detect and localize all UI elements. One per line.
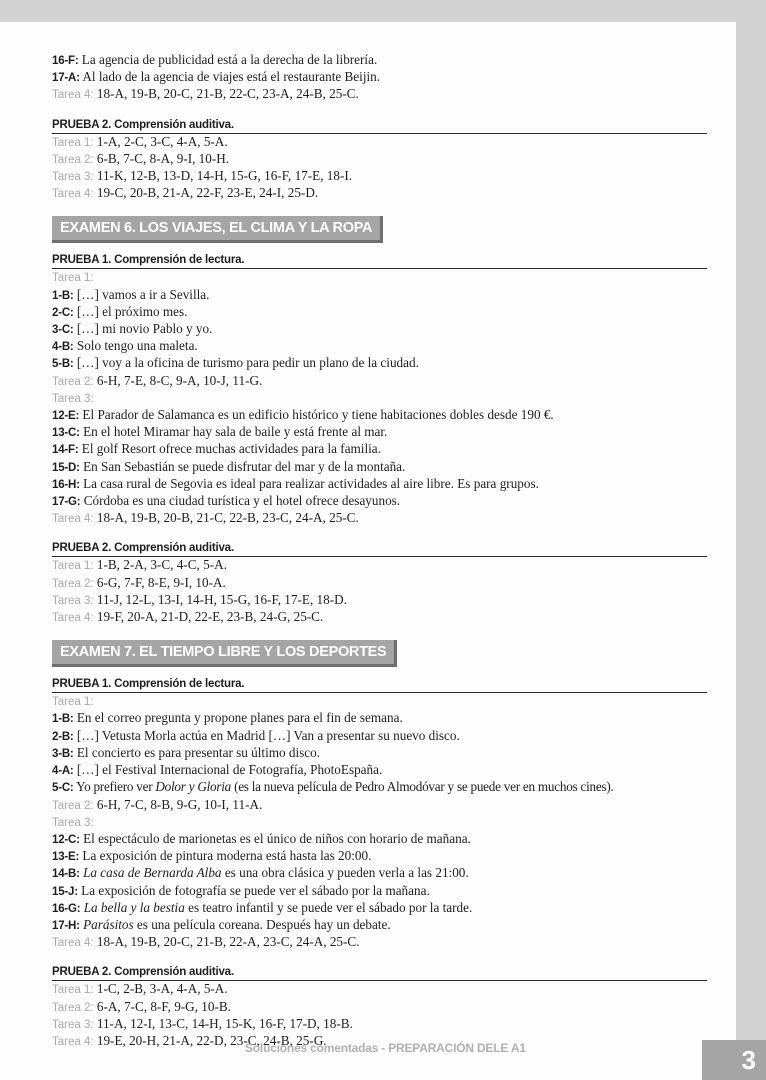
answer-line: 13-E: La exposición de pintura moderna está hasta las 20:00. (52, 848, 372, 864)
section-heading: PRUEBA 2. Comprensión auditiva. (52, 541, 707, 557)
task-line: Tarea 2: 6-B, 7-C, 8-A, 9-I, 10-H. (52, 150, 230, 166)
answer-line: 2-B: […] Vetusta Morla actúa en Madrid […] Van a presentar su nuevo disco. (52, 727, 460, 743)
answer-line: 4-B: Solo tengo una maleta. (52, 338, 198, 354)
task-label: Tarea 1: (52, 272, 94, 285)
task-line: Tarea 4: 18-A, 19-B, 20-C, 21-B, 22-A, 23-C, 24-A, 25-C. (52, 934, 360, 950)
section-heading: PRUEBA 2. Comprensión auditiva. (52, 965, 707, 981)
answer-line: 14-B: La casa de Bernarda Alba es una obra clásica y pueden verla a las 21:00. (52, 865, 469, 881)
answer-line: 13-C: En el hotel Miramar hay sala de baile y está frente al mar. (52, 424, 388, 440)
task-line: Tarea 3: 11-K, 12-B, 13-D, 14-H, 15-G, 16-F, 17-E, 18-I. (52, 168, 353, 184)
exam-7-banner: EXAMEN 7. EL TIEMPO LIBRE Y LOS DEPORTES (52, 640, 397, 667)
page-footer: Soluciones comentadas - PREPARACIÓN DELE A1 (245, 1041, 526, 1055)
answer-line: 3-B: El concierto es para presentar su último disco. (52, 744, 321, 760)
answer-line: 16-G: La bella y la bestia es teatro infantil y se puede ver el sábado por la tarde. (52, 899, 473, 915)
task-line: Tarea 1: 1-C, 2-B, 3-A, 4-A, 5-A. (52, 981, 228, 997)
page-number: 3 (702, 1040, 766, 1080)
task-line: Tarea 3: 11-A, 12-I, 13-C, 14-H, 15-K, 16-F, 17-D, 18-B. (52, 1015, 353, 1031)
answer-line: 14-F: El golf Resort ofrece muchas actividades para la familia. (52, 441, 381, 457)
task-line: Tarea 2: 6-A, 7-C, 8-F, 9-G, 10-B. (52, 998, 231, 1014)
task-line: Tarea 4: 18-A, 19-B, 20-B, 21-C, 22-B, 23-C, 24-A, 25-C. (52, 510, 359, 526)
right-margin-band (736, 0, 766, 1040)
task-line: Tarea 2: 6-H, 7-C, 8-B, 9-G, 10-I, 11-A. (52, 796, 263, 812)
section-heading: PRUEBA 2. Comprensión auditiva. (52, 118, 707, 134)
answer-line: 2-C: […] el próximo mes. (52, 303, 188, 319)
task-label: Tarea 3: (52, 392, 94, 405)
section-heading: PRUEBA 1. Comprensión de lectura. (52, 677, 707, 693)
answer-line: 4-A: […] el Festival Internacional de Fotografía, PhotoEspaña. (52, 762, 383, 778)
answer-line: 5-B: […] voy a la oficina de turismo para pedir un plano de la ciudad. (52, 355, 419, 371)
answer-line: 1-B: En el correo pregunta y propone planes para el fin de semana. (52, 710, 403, 726)
answer-line: 1-B: […] vamos a ir a Sevilla. (52, 286, 210, 302)
task-line: Tarea 2: 6-H, 7-E, 8-C, 9-A, 10-J, 11-G. (52, 372, 263, 388)
answer-line: 3-C: […] mi novio Pablo y yo. (52, 321, 213, 337)
answer-line: 16-H: La casa rural de Segovia es ideal para realizar actividades al aire libre. Es para grupos. (52, 475, 539, 491)
answer-line: 5-C: Yo prefiero ver Dolor y Gloria (es la nueva película de Pedro Almodóvar y se puede ver en muchos cines). (52, 779, 614, 795)
task-label: Tarea 1: (52, 696, 94, 709)
section-heading: PRUEBA 1. Comprensión de lectura. (52, 253, 707, 269)
answer-line: 17-A: Al lado de la agencia de viajes está el restaurante Beijin. (52, 69, 381, 85)
task-line: Tarea 4: 19-F, 20-A, 21-D, 22-E, 23-B, 24-G, 25-C. (52, 609, 324, 625)
task-line: Tarea 4: 19-C, 20-B, 21-A, 22-F, 23-E, 24-I, 25-D. (52, 185, 319, 201)
task-label: Tarea 3: (52, 816, 94, 829)
exam-6-banner: EXAMEN 6. LOS VIAJES, EL CLIMA Y LA ROPA (52, 216, 383, 243)
task-line: Tarea 3: 11-J, 12-L, 13-I, 14-H, 15-G, 16-F, 17-E, 18-D. (52, 591, 347, 607)
answer-line: 12-C: El espectáculo de marionetas es el único de niños con horario de mañana. (52, 830, 471, 846)
task-line: Tarea 1: 1-A, 2-C, 3-C, 4-A, 5-A. (52, 133, 228, 149)
answer-line: 17-G: Córdoba es una ciudad turística y el hotel ofrece desayunos. (52, 493, 401, 509)
answer-line: 17-H: Parásitos es una película coreana. Después hay un debate. (52, 916, 391, 932)
answer-line: 12-E: El Parador de Salamanca es un edificio histórico y tiene habitaciones dobles desde 190 €. (52, 407, 554, 423)
answer-line: 16-F: La agencia de publicidad está a la derecha de la librería. (52, 52, 378, 67)
task-line: Tarea 2: 6-G, 7-F, 8-E, 9-I, 10-A. (52, 574, 226, 590)
task-line: Tarea 4: 19-E, 20-H, 21-A, 22-D, 23-C, 24-B, 25-G. (52, 1032, 327, 1048)
task-line: Tarea 4: 18-A, 19-B, 20-C, 21-B, 22-C, 23-A, 24-B, 25-C. (52, 86, 359, 102)
solutions-content (52, 52, 707, 1050)
answer-line: 15-D: En San Sebastián se puede disfrutar del mar y de la montaña. (52, 458, 406, 474)
task-line: Tarea 1: 1-B, 2-A, 3-C, 4-C, 5-A. (52, 557, 227, 573)
top-margin-band (0, 0, 766, 22)
answer-line: 15-J: La exposición de fotografía se puede ver el sábado por la mañana. (52, 882, 430, 898)
